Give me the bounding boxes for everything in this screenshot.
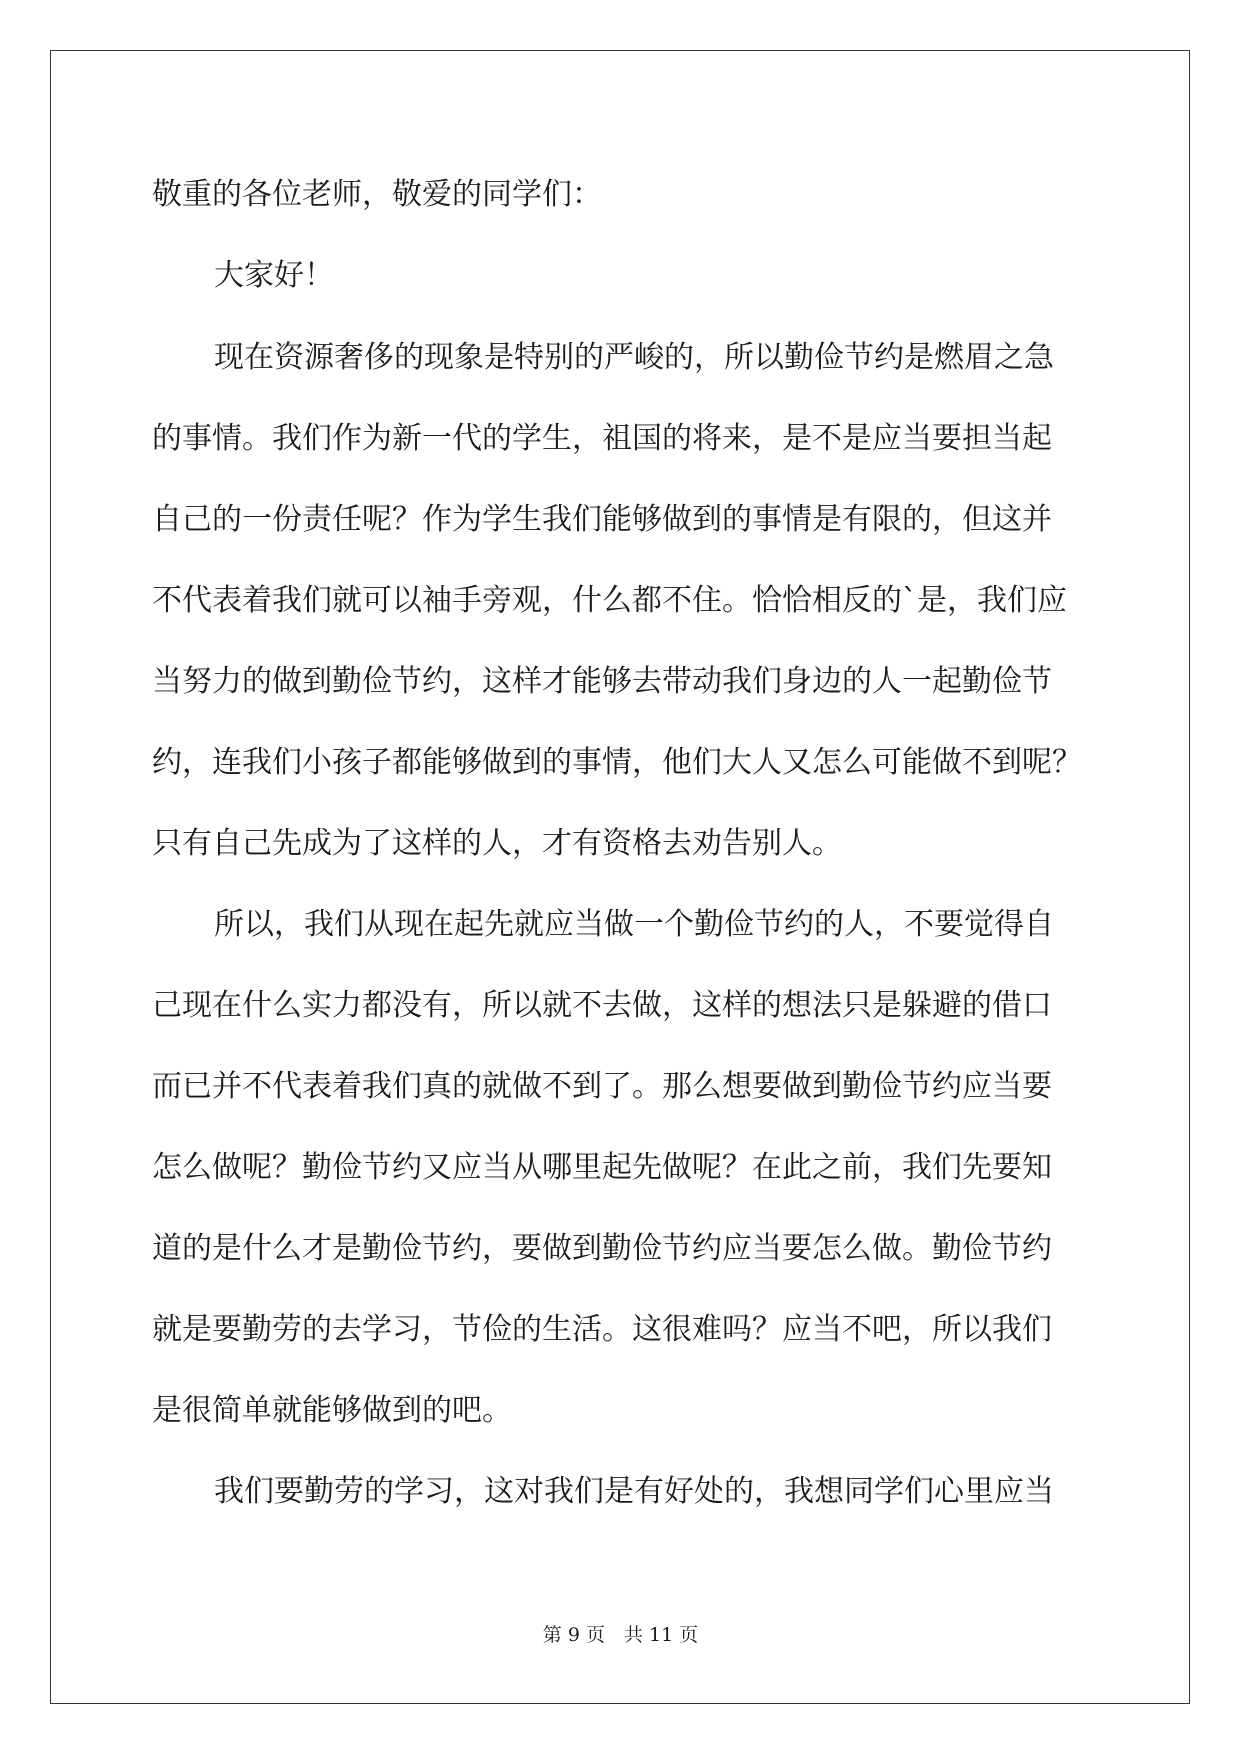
page-border: [50, 50, 1190, 1704]
text-line: 自己的一份责任呢？作为学生我们能够做到的事情是有限的，但这并: [152, 502, 1052, 537]
text-line: 就是要勤劳的去学习，节俭的生活。这很难吗？应当不吧，所以我们: [152, 1312, 1052, 1347]
text-line: 的事情。我们作为新一代的学生，祖国的将来，是不是应当要担当起: [152, 421, 1052, 456]
text-line-salutation: 敬重的各位老师，敬爱的同学们：: [152, 177, 602, 212]
text-line: 现在资源奢侈的现象是特别的严峻的，所以勤俭节约是燃眉之急: [214, 340, 1054, 375]
text-line-greeting: 大家好！: [214, 258, 334, 293]
text-line: 己现在什么实力都没有，所以就不去做，这样的想法只是躲避的借口: [152, 988, 1052, 1023]
text-line: 而已并不代表着我们真的就做不到了。那么想要做到勤俭节约应当要: [152, 1069, 1052, 1104]
page-number-footer: 第 9 页 共 11 页: [542, 1624, 699, 1646]
text-line: 道的是什么才是勤俭节约，要做到勤俭节约应当要怎么做。勤俭节约: [152, 1231, 1052, 1266]
text-line: 所以，我们从现在起先就应当做一个勤俭节约的人，不要觉得自: [214, 907, 1054, 942]
text-line: 怎么做呢？勤俭节约又应当从哪里起先做呢？在此之前，我们先要知: [152, 1150, 1052, 1185]
text-line: 是很简单就能够做到的吧。: [152, 1393, 512, 1428]
text-line: 当努力的做到勤俭节约，这样才能够去带动我们身边的人一起勤俭节: [152, 664, 1052, 699]
text-line: 不代表着我们就可以袖手旁观，什么都不住。恰恰相反的`是，我们应: [152, 583, 1067, 618]
text-line: 约，连我们小孩子都能够做到的事情，他们大人又怎么可能做不到呢？: [152, 745, 1082, 780]
text-line: 我们要勤劳的学习，这对我们是有好处的，我想同学们心里应当: [214, 1474, 1054, 1509]
text-line: 只有自己先成为了这样的人，才有资格去劝告别人。: [152, 826, 842, 861]
